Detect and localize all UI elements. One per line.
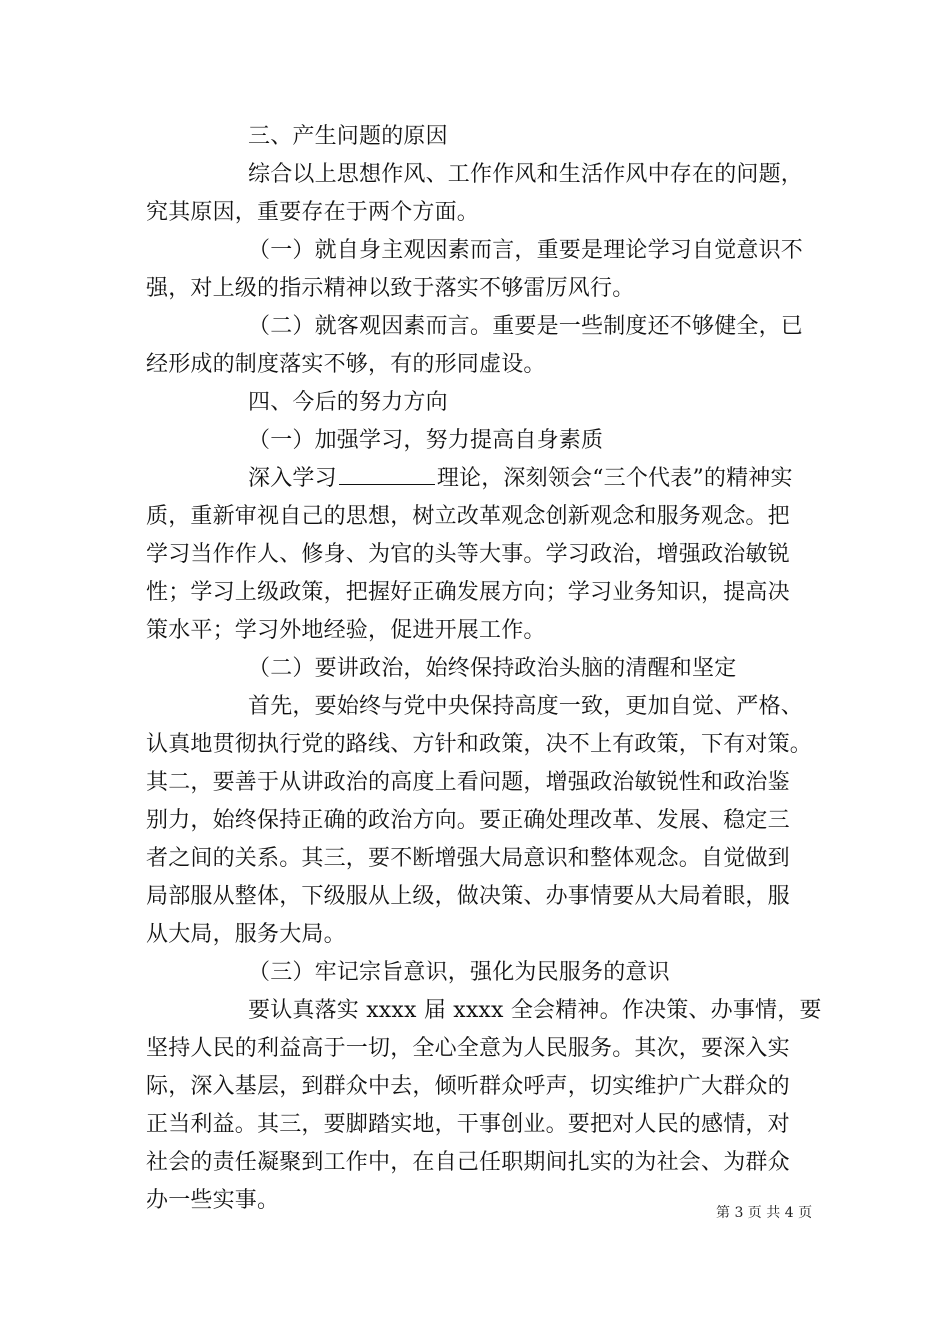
paragraph-text: 深入学习 — [248, 466, 337, 491]
paragraph-line: 者之间的关系。其三，要不断增强大局意识和整体观念。自觉做到 — [146, 846, 790, 871]
subheading: （一）加强学习，努力提高自身素质 — [248, 428, 604, 453]
paragraph-text: 理论，深刻领会“三个代表”的精神实 — [436, 466, 793, 491]
fill-in-blank — [339, 466, 435, 485]
paragraph-line: 别力，始终保持正确的政治方向。要正确处理改革、发展、稳定三 — [146, 808, 790, 833]
paragraph-line: 坚持人民的利益高于一切，全心全意为人民服务。其次，要深入实 — [146, 1036, 790, 1061]
paragraph-line: 质，重新审视自己的思想，树立改革观念创新观念和服务观念。把 — [146, 504, 790, 529]
paragraph-line: 际，深入基层，到群众中去，倾听群众呼声，切实维护广大群众的 — [146, 1074, 790, 1099]
paragraph-line: 正当利益。其三，要脚踏实地，干事创业。要把对人民的感情，对 — [146, 1112, 790, 1137]
paragraph-line: 策水平；学习外地经验，促进开展工作。 — [146, 618, 546, 643]
paragraph-line: 从大局，服务大局。 — [146, 922, 346, 947]
paragraph-line: 办一些实事。 — [146, 1188, 280, 1213]
page-number-footer: 第 3 页 共 4 页 — [716, 1205, 813, 1221]
subheading: （二）要讲政治，始终保持政治头脑的清醒和坚定 — [248, 656, 737, 681]
paragraph-line: 综合以上思想作风、工作作风和生活作风中存在的问题， — [248, 162, 804, 187]
paragraph-line: 要认真落实 xxxx 届 xxxx 全会精神。作决策、办事情，要 — [248, 998, 822, 1023]
paragraph-line: 社会的责任凝聚到工作中，在自己任职期间扎实的为社会、为群众 — [146, 1150, 790, 1175]
subheading: （三）牢记宗旨意识，强化为民服务的意识 — [248, 960, 670, 985]
paragraph-line: 认真地贯彻执行党的路线、方针和政策，决不上有政策，下有对策。 — [146, 732, 813, 757]
paragraph-line-with-blank — [248, 466, 913, 492]
paragraph-line: 经形成的制度落实不够，有的形同虚设。 — [146, 352, 546, 377]
section-heading-4: 四、今后的努力方向 — [248, 390, 448, 415]
paragraph-line: 其二，要善于从讲政治的高度上看问题，增强政治敏锐性和政治鉴 — [146, 770, 790, 795]
paragraph-line: 性；学习上级政策，把握好正确发展方向；学习业务知识，提高决 — [146, 580, 790, 605]
paragraph-line: 强，对上级的指示精神以致于落实不够雷厉风行。 — [146, 276, 635, 301]
paragraph-line: 首先，要始终与党中央保持高度一致，更加自觉、严格、 — [248, 694, 804, 719]
paragraph-line: （一）就自身主观因素而言，重要是理论学习自觉意识不 — [248, 238, 804, 263]
paragraph-line: （二）就客观因素而言。重要是一些制度还不够健全，已 — [248, 314, 804, 339]
paragraph-line: 局部服从整体，下级服从上级，做决策、办事情要从大局着眼，服 — [146, 884, 790, 909]
section-heading-3: 三、产生问题的原因 — [248, 124, 448, 149]
paragraph-line: 学习当作作人、修身、为官的头等大事。学习政治，增强政治敏锐 — [146, 542, 790, 567]
paragraph-line: 究其原因，重要存在于两个方面。 — [146, 200, 480, 225]
